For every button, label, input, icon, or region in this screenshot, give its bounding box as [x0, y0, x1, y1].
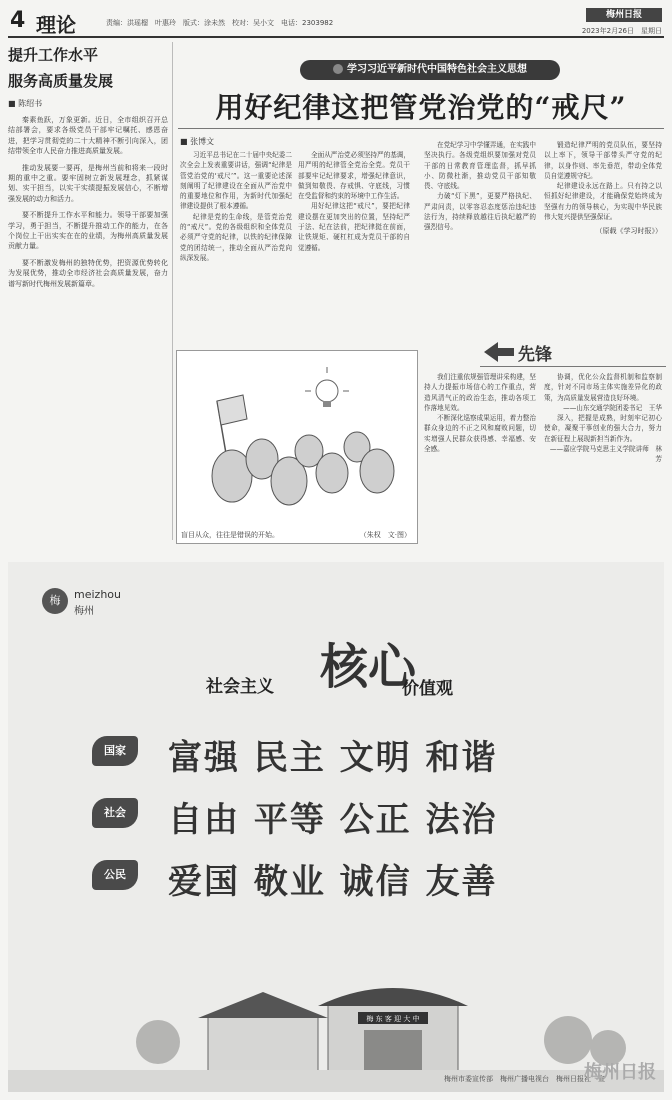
main-paragraph: 全面从严治党必须坚持严的基调，用严明的纪律管全党治全党。党员干部要牢记纪律要求，增强纪律意识，做到知敬畏、存戒惧、守底线，习惯在受监督和约束的环境中工作生活。 — [298, 151, 410, 201]
article-source: （原载《学习时报》） — [595, 227, 662, 236]
main-paragraph: 纪律是党的生命线，是管党治党的“戒尺”。党的各级组织和全体党员必须严守党的纪律，以铁的纪律保障党的团结统一，推动全面从严治党向纵深发展。 — [180, 212, 292, 262]
main-article-col1 — [180, 150, 292, 346]
values-tag: 国家 — [92, 736, 138, 766]
main-paragraph: 力破“灯下黑”，更要严格执纪、严肃问责，以零容忍态度惩治违纪违法行为，持续释放越往后执纪越严的强烈信号。 — [424, 192, 536, 232]
values-tag: 公民 — [92, 860, 138, 890]
left-article — [8, 42, 168, 540]
column-divider — [172, 42, 173, 540]
pioneer-paragraph: 协调，优化公众监督机制和监察制度，针对不同市场主体实施差异化的政策，为高质量发展营造良好环境。 — [544, 373, 662, 402]
building-sign: 梅 东 客 迎 大 中 — [366, 1015, 420, 1023]
values-row-social — [68, 790, 628, 840]
left-title-line1: 提升工作水平 — [8, 46, 99, 64]
pioneer-rule — [480, 366, 666, 367]
party-emblem-icon — [333, 64, 343, 74]
main-article-title: 用好纪律这把管党治党的“戒尺” — [215, 91, 627, 124]
page-header — [8, 6, 664, 38]
poster-slogan — [188, 622, 488, 712]
main-paragraph: 纪律建设永远在路上。只有持之以恒抓好纪律建设，才能确保党始终成为坚强有力的领导核心，为实现中华民族伟大复兴提供坚强保证。 — [544, 182, 662, 222]
cartoon-credit: （朱权 文·图） — [359, 531, 411, 539]
paper-watermark: 梅州日报 — [584, 1062, 656, 1083]
main-article-author: ■ 张博文 — [180, 137, 215, 146]
main-article-col2 — [298, 150, 410, 346]
main-article-col4 — [544, 140, 662, 336]
pioneer-col1 — [424, 372, 536, 540]
meizhou-logo-icon: 梅 — [42, 588, 68, 614]
main-paragraph: 用好纪律这把“戒尺”，要把纪律建设摆在更加突出的位置，坚持纪严于法、纪在法前，把纪律挺在前面，让铁规矩、硬杠杠成为党员干部的自觉遵循。 — [298, 202, 410, 252]
logo-text-zh: 梅州 — [74, 606, 94, 617]
pioneer-paragraph: 我们注重依规强管理讲采构建，坚持人力提振市场信心的工作重点，营造风清气正的政治生态，推动各项工作落地见效。 — [424, 373, 536, 412]
issue-date: 2023年2月26日 星期日 — [581, 27, 662, 35]
title-rule — [178, 128, 664, 129]
pioneer-label: 先锋 — [518, 345, 552, 365]
left-paragraph: 推动发展要一要再，是梅州当前和将来一段时期的重中之重。要牢固树立新发展理念，抓紧谋划、实干担当，以实干实绩提振发展信心，不断增强发展的动力和活力。 — [8, 163, 168, 203]
left-title-line2: 服务高质量发展 — [8, 72, 114, 90]
pioneer-header — [480, 338, 580, 366]
poster-organizer: 梅州市委宣传部 梅州广播电视台 梅州日报社 宣 — [444, 1075, 605, 1083]
left-article-title — [8, 42, 168, 94]
main-paragraph: 习近平总书记在二十届中央纪委二次全会上发表重要讲话，强调“纪律是管党治党的‘戒尺’”。这一重要论述深刻阐明了纪律建设在全面从严治党中的重要地位和作用，为新时代加强纪律建设提供了根本遵循。 — [180, 151, 292, 211]
logo-text-en: meizhou — [74, 588, 121, 601]
kicker-text: 学习习近平新时代中国特色社会主义思想 — [347, 64, 527, 75]
left-paragraph: 要不断提升工作水平和能力。领导干部要加强学习，勇于担当，不断提升推动工作的能力，在各个岗位上干出实实在在的业绩，为梅州高质量发展贡献力量。 — [8, 211, 168, 251]
values-text: 爱国 敬业 诚信 友善 — [168, 862, 498, 902]
slogan-part-c: 价值观 — [402, 679, 453, 699]
main-article-col3 — [424, 140, 536, 336]
left-paragraph: 秦素鱼跃，万象更新。近日，全市组织召开总结部署会，要求各级党员干部牢记嘱托、感恩奋进，把学习贯彻党的二十大精神不断引向深入，团结带领全市人民奋力推进高质量发展。 — [8, 116, 168, 156]
main-paragraph: 在党纪学习中学懂弄通，在实践中坚决执行。各级党组织要加强对党员干部的日常教育管理监督，抓早抓小、防微杜渐，推动党员干部知敬畏、守底线。 — [424, 141, 536, 191]
cartoon-illustration — [176, 350, 418, 544]
main-paragraph: 锻造纪律严明的党员队伍，要坚持以上率下，领导干部带头严守党的纪律，以身作则、率先垂范，带动全体党员自觉遵规守纪。 — [544, 141, 662, 180]
values-text: 富强 民主 文明 和谐 — [168, 738, 498, 778]
values-text: 自由 平等 公正 法治 — [168, 800, 498, 840]
arrow-icon — [480, 338, 516, 366]
left-paragraph: 要不断激发梅州的独特优势，把资源优势转化为发展优势，推动全市经济社会高质量发展，奋力谱写新时代梅州发展新篇章。 — [8, 258, 168, 288]
pioneer-paragraph: 深入，把握是成熟，时刻牢记初心使命，凝聚干事创业的强大合力，努力在新征程上展现新担当新作为。 — [544, 414, 662, 443]
main-article-kicker — [300, 60, 560, 80]
pioneer-col2 — [544, 372, 662, 540]
values-tag: 社会 — [92, 798, 138, 828]
editor-credits: 责编：洪瑶榴 叶惠玲 版式：涂未然 校对：吴小文 电话：2303982 — [106, 19, 334, 27]
pioneer-signature: ——嘉应学院马克思主义学院讲师 林芳 — [549, 445, 662, 464]
slogan-part-b: 核心 — [320, 639, 417, 695]
section-title: 理论 — [36, 13, 76, 37]
values-row-national — [68, 728, 628, 778]
cartoon-caption: 盲目从众，往往是错误的开始。 — [181, 531, 279, 539]
pioneer-paragraph: 不断深化巡察成果运用，着力整治群众身边的不正之风和腐败问题，切实增强人民群众获得感、幸福感、安全感。 — [424, 414, 536, 454]
values-row-citizen — [68, 852, 628, 902]
left-article-author: ■ 陈绍书 — [8, 99, 43, 108]
core-values-poster — [8, 562, 664, 1092]
cartoon-drawing — [177, 351, 417, 521]
paper-logo: 梅州日报 — [586, 8, 662, 22]
hakka-building-illustration — [8, 962, 664, 1092]
slogan-part-a: 社会主义 — [206, 677, 274, 697]
page-number: 4 — [10, 8, 26, 33]
pioneer-signature: ——山东交通学院团委书记 王华 — [563, 403, 662, 412]
